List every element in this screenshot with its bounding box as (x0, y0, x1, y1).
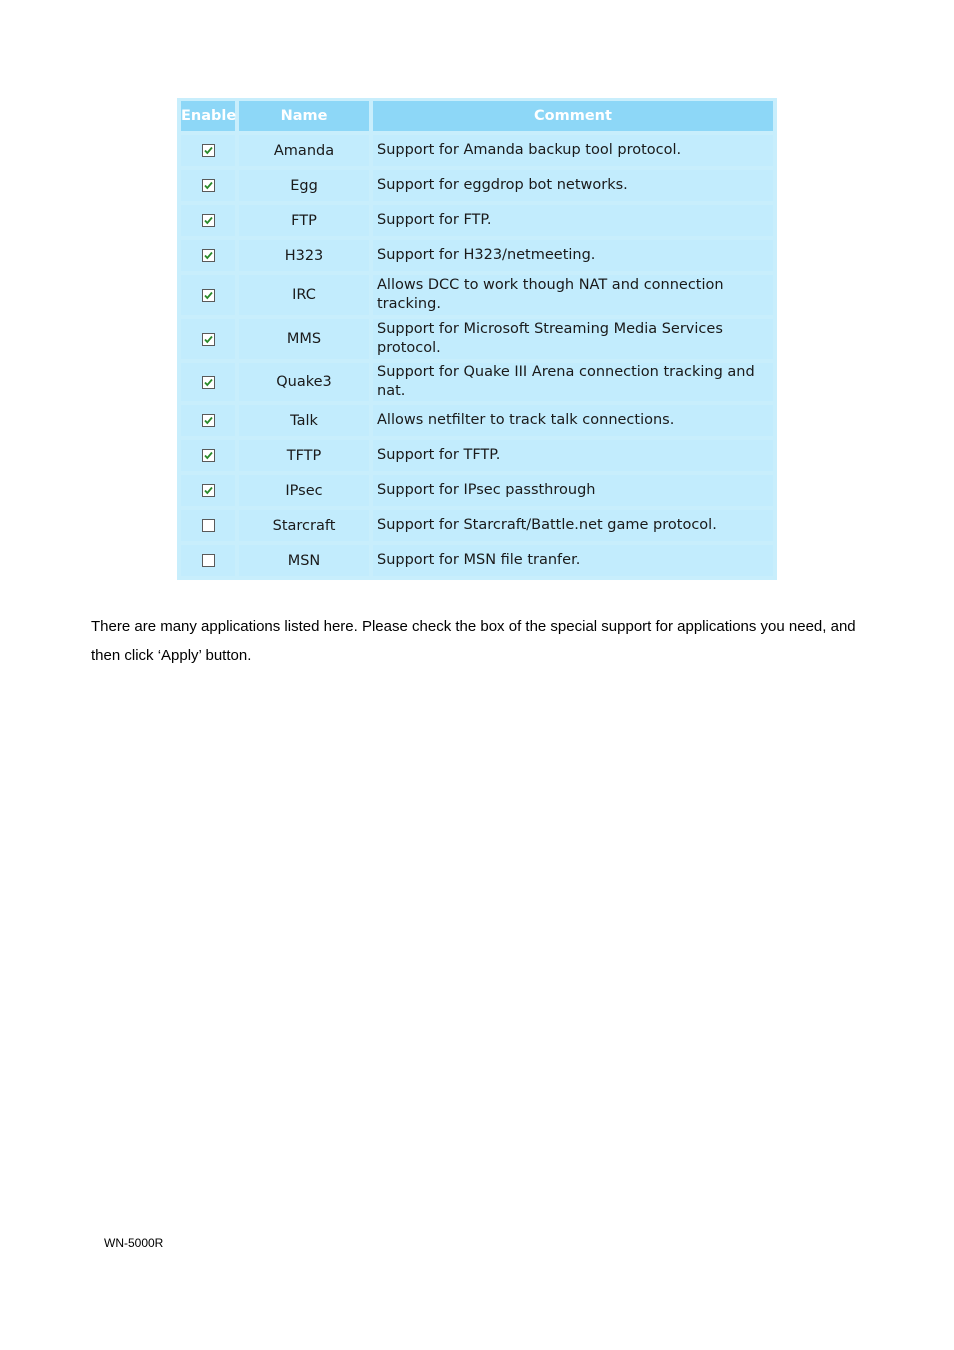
check-mark-icon (203, 334, 214, 345)
enable-cell (181, 275, 235, 315)
name-cell: Quake3 (239, 363, 369, 401)
enable-cell (181, 170, 235, 201)
table-row (181, 170, 773, 201)
comment-column-header: Comment (373, 101, 773, 131)
name-cell: Egg (239, 170, 369, 201)
table-row (181, 319, 773, 359)
name-cell: IRC (239, 275, 369, 315)
check-mark-icon (203, 215, 214, 226)
name-cell: FTP (239, 205, 369, 236)
application-rows (181, 135, 773, 576)
enable-cell (181, 475, 235, 506)
instruction-paragraph: There are many applications listed here. Please check the box of the special support for applications you need, and then click ‘Apply’ button. (91, 618, 856, 664)
enable-cell (181, 319, 235, 359)
name-column-header: Name (239, 101, 369, 131)
enable-cell (181, 205, 235, 236)
comment-cell: Support for Amanda backup tool protocol. (373, 135, 773, 166)
enable-checkbox[interactable] (202, 214, 215, 227)
table-row (181, 275, 773, 315)
check-mark-icon (203, 250, 214, 261)
check-mark-icon (203, 180, 214, 191)
enable-cell (181, 545, 235, 576)
enable-checkbox[interactable] (202, 144, 215, 157)
name-cell: Talk (239, 405, 369, 436)
enable-checkbox[interactable] (202, 333, 215, 346)
comment-cell: Support for FTP. (373, 205, 773, 236)
enable-checkbox[interactable] (202, 554, 215, 567)
comment-cell: Support for H323/netmeeting. (373, 240, 773, 271)
enable-checkbox[interactable] (202, 449, 215, 462)
application-support-panel (177, 98, 777, 580)
name-cell: Starcraft (239, 510, 369, 541)
enable-column-header: Enable (181, 101, 235, 131)
check-mark-icon (203, 145, 214, 156)
table-row (181, 240, 773, 271)
enable-checkbox[interactable] (202, 376, 215, 389)
table-row (181, 205, 773, 236)
enable-cell (181, 135, 235, 166)
table-row (181, 440, 773, 471)
comment-cell: Support for MSN file tranfer. (373, 545, 773, 576)
name-cell: Amanda (239, 135, 369, 166)
comment-cell: Allows DCC to work though NAT and connection tracking. (373, 275, 773, 315)
name-cell: H323 (239, 240, 369, 271)
table-row (181, 363, 773, 401)
enable-cell (181, 363, 235, 401)
check-mark-icon (203, 415, 214, 426)
table-row (181, 405, 773, 436)
enable-cell (181, 240, 235, 271)
comment-cell: Allows netfilter to track talk connections. (373, 405, 773, 436)
table-row (181, 545, 773, 576)
enable-checkbox[interactable] (202, 519, 215, 532)
enable-checkbox[interactable] (202, 179, 215, 192)
comment-cell: Support for Microsoft Streaming Media Services protocol. (373, 319, 773, 359)
enable-checkbox[interactable] (202, 414, 215, 427)
enable-checkbox[interactable] (202, 289, 215, 302)
check-mark-icon (203, 377, 214, 388)
table-row (181, 135, 773, 166)
application-support-table (177, 97, 777, 580)
comment-cell: Support for Quake III Arena connection tracking and nat. (373, 363, 773, 401)
table-row (181, 510, 773, 541)
table-row (181, 475, 773, 506)
enable-cell (181, 440, 235, 471)
comment-cell: Support for eggdrop bot networks. (373, 170, 773, 201)
table-header-row (181, 101, 773, 131)
comment-cell: Support for TFTP. (373, 440, 773, 471)
comment-cell: Support for Starcraft/Battle.net game protocol. (373, 510, 773, 541)
check-mark-icon (203, 290, 214, 301)
name-cell: MSN (239, 545, 369, 576)
check-mark-icon (203, 450, 214, 461)
check-mark-icon (203, 485, 214, 496)
enable-cell (181, 510, 235, 541)
enable-checkbox[interactable] (202, 249, 215, 262)
comment-cell: Support for IPsec passthrough (373, 475, 773, 506)
name-cell: TFTP (239, 440, 369, 471)
name-cell: MMS (239, 319, 369, 359)
name-cell: IPsec (239, 475, 369, 506)
enable-checkbox[interactable] (202, 484, 215, 497)
footer-model-name: WN-5000R (104, 1236, 164, 1250)
enable-cell (181, 405, 235, 436)
